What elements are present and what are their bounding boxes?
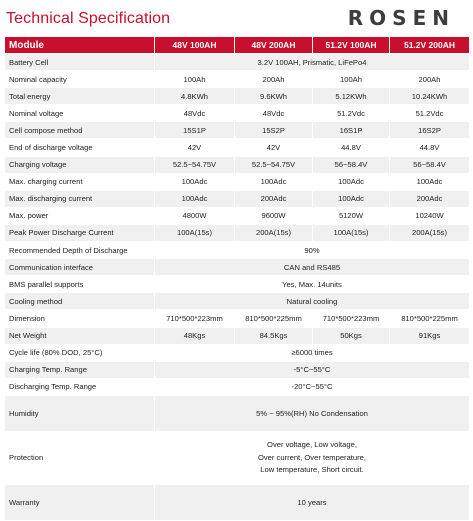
row-label: Max. power: [5, 207, 155, 224]
row-value: 100Ah: [313, 71, 390, 88]
row-value: 44.8V: [390, 139, 470, 156]
row-value: 51.2Vdc: [313, 105, 390, 122]
row-value-span: 5% ~ 95%(RH) No Condensation: [155, 395, 470, 431]
row-label: Total energy: [5, 88, 155, 105]
table-row: [5, 139, 470, 156]
table-row: [5, 431, 470, 484]
row-value: 810*500*225mm: [235, 310, 313, 327]
row-value: 100Ah: [155, 71, 235, 88]
row-value: 100Adc: [313, 173, 390, 190]
row-label: Max. charging current: [5, 173, 155, 190]
row-label: Charging voltage: [5, 156, 155, 173]
row-label: BMS parallel supports: [5, 276, 155, 293]
column-header-module: Module: [5, 37, 155, 54]
row-value: 5120W: [313, 207, 390, 224]
table-row: [5, 224, 470, 241]
row-value: 52.5~54.75V: [155, 156, 235, 173]
row-label: Communication interface: [5, 259, 155, 276]
row-value: 100A(15s): [313, 224, 390, 241]
row-value: 42V: [235, 139, 313, 156]
table-row: [5, 293, 470, 310]
row-value-span: -20°C~55°C: [155, 378, 470, 395]
row-value: 200Adc: [235, 190, 313, 207]
column-header-51v-200ah: 51.2V 200AH: [390, 37, 470, 54]
row-label: Dimension: [5, 310, 155, 327]
table-row: [5, 54, 470, 71]
table-row: [5, 310, 470, 327]
row-label: Protection: [5, 431, 155, 484]
row-value: 100Adc: [313, 190, 390, 207]
row-value: 50Kgs: [313, 327, 390, 344]
row-label: Discharging Temp. Range: [5, 378, 155, 395]
row-label: Cooling method: [5, 293, 155, 310]
row-value: 16S2P: [390, 122, 470, 139]
row-value: 810*500*225mm: [390, 310, 470, 327]
row-label: Cell compose method: [5, 122, 155, 139]
row-value: 100A(15s): [155, 224, 235, 241]
row-label: End of discharge voltage: [5, 139, 155, 156]
row-label: Net Weight: [5, 327, 155, 344]
row-value: 51.2Vdc: [390, 105, 470, 122]
table-row: [5, 88, 470, 105]
row-label: Peak Power Discharge Current: [5, 224, 155, 241]
row-value: 200A(15s): [390, 224, 470, 241]
table-row: [5, 207, 470, 224]
table-row: [5, 484, 470, 520]
table-row: [5, 327, 470, 344]
table-row: [5, 71, 470, 88]
protection-line: Over current, Over temperature,: [257, 452, 367, 462]
row-value: 9600W: [235, 207, 313, 224]
row-value: 48Vdc: [235, 105, 313, 122]
row-value: 200A(15s): [235, 224, 313, 241]
row-label: Charging Temp. Range: [5, 361, 155, 378]
row-value: 5.12KWh: [313, 88, 390, 105]
row-label: Warranty: [5, 484, 155, 520]
row-value-multiline: [155, 431, 470, 484]
row-value-span: 3.2V 100AH, Prismatic, LiFePo4: [155, 54, 470, 71]
row-value: 15S2P: [235, 122, 313, 139]
table-row: [5, 361, 470, 378]
table-row: [5, 173, 470, 190]
row-value: 100Adc: [155, 173, 235, 190]
page-title: Technical Specification: [6, 10, 171, 27]
table-row: [5, 156, 470, 173]
row-value: 42V: [155, 139, 235, 156]
row-label: Nominal capacity: [5, 71, 155, 88]
row-value: 56~58.4V: [390, 156, 470, 173]
brand-logo: ROSEN: [347, 6, 455, 30]
row-label: Battery Cell: [5, 54, 155, 71]
row-value-span: ≥6000 times: [155, 344, 470, 361]
table-row: [5, 190, 470, 207]
page-header: [0, 0, 473, 36]
table-row: [5, 122, 470, 139]
row-value: 100Adc: [390, 173, 470, 190]
row-label: Nominal voltage: [5, 105, 155, 122]
row-value: 200Adc: [390, 190, 470, 207]
row-value-span: Natural cooling: [155, 293, 470, 310]
row-value: 100Adc: [155, 190, 235, 207]
row-value: 91Kgs: [390, 327, 470, 344]
spec-header-row: [5, 37, 470, 54]
row-value: 15S1P: [155, 122, 235, 139]
protection-line: Low temperature, Short circuit.: [260, 465, 364, 475]
row-label: Humidity: [5, 395, 155, 431]
row-value: 56~58.4V: [313, 156, 390, 173]
row-label: Cycle life (80% DOD, 25°C): [5, 344, 155, 361]
protection-line: Over voltage, Low voltage,: [267, 440, 357, 450]
row-value-span: CAN and RS485: [155, 259, 470, 276]
spec-table-body: [5, 54, 470, 521]
table-row: [5, 242, 470, 259]
row-value: 10240W: [390, 207, 470, 224]
row-value: 48Kgs: [155, 327, 235, 344]
row-value: 10.24KWh: [390, 88, 470, 105]
table-row: [5, 344, 470, 361]
row-value: 44.8V: [313, 139, 390, 156]
row-value: 4.8KWh: [155, 88, 235, 105]
row-value: 48Vdc: [155, 105, 235, 122]
table-row: [5, 395, 470, 431]
column-header-51v-100ah: 51.2V 100AH: [313, 37, 390, 54]
row-value: 100Adc: [235, 173, 313, 190]
row-value-span: -5°C~55°C: [155, 361, 470, 378]
column-header-48v-100ah: 48V 100AH: [155, 37, 235, 54]
table-row: [5, 276, 470, 293]
row-label: Max. discharging current: [5, 190, 155, 207]
row-value: 84.5Kgs: [235, 327, 313, 344]
row-value: 52.5~54.75V: [235, 156, 313, 173]
column-header-48v-200ah: 48V 200AH: [235, 37, 313, 54]
row-value-span: Yes, Max. 14units: [155, 276, 470, 293]
table-row: [5, 259, 470, 276]
row-value: 16S1P: [313, 122, 390, 139]
table-row: [5, 378, 470, 395]
row-value: 200Ah: [390, 71, 470, 88]
row-value: 9.6KWh: [235, 88, 313, 105]
row-label: Recommended Depth of Discharge: [5, 242, 155, 259]
row-value: 710*500*223mm: [313, 310, 390, 327]
row-value: 200Ah: [235, 71, 313, 88]
row-value: 710*500*223mm: [155, 310, 235, 327]
row-value: 4800W: [155, 207, 235, 224]
row-value-span: 90%: [155, 242, 470, 259]
table-row: [5, 105, 470, 122]
row-value-span: 10 years: [155, 484, 470, 520]
spec-table: [4, 36, 470, 521]
